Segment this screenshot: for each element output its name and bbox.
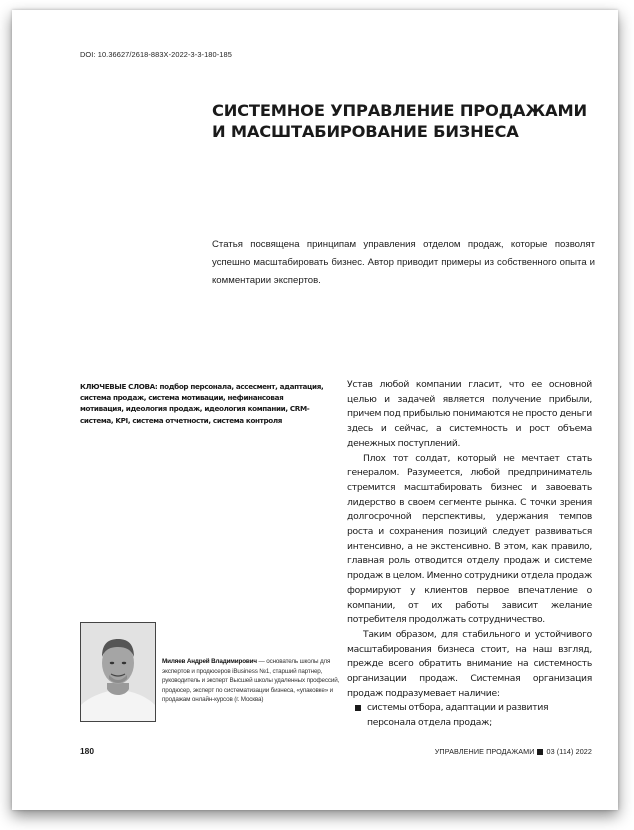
author-info: [162, 657, 344, 705]
body-paragraph-3: Таким образом, для стабильного и устойчивого масштабирования бизнеса стоит, на наш взгляд, прежде всего обратить внимание на системность организации продаж. Системная организация продаж подразумевает наличие:: [347, 628, 592, 699]
square-bullet-icon: [355, 705, 361, 711]
running-footer: [435, 747, 592, 756]
author-name: Миляев Андрей Владимирович: [162, 658, 257, 665]
title-line-1: СИСТЕМНОЕ УПРАВЛЕНИЕ ПРОДАЖАМИ: [212, 101, 587, 120]
body-paragraph-2: Плох тот солдат, который не мечтает стать генералом. Разумеется, любой предприниматель стремится масштабировать бизнес и завоевать лидерство в своем сегменте рынка. С точки зрения долгосрочной перспективы, удержания темпов роста и сохранения позиций следует развиваться интенсивно, а не экстенсивно. В этом, как правило, главная роль отводится отделу продаж и системе продаж в целом. Именно сотрудники отдела продаж формируют у клиентов первое впечатление о компании, от их работы зависит желание потребителя продолжать сотрудничество.: [347, 452, 592, 626]
keywords-label: КЛЮЧЕВЫЕ СЛОВА:: [80, 382, 158, 391]
bullet-text: системы отбора, адаптации и развития персонала отдела продаж;: [367, 702, 549, 729]
square-separator-icon: [537, 749, 543, 755]
bullet-item: [347, 701, 592, 730]
article-title: [212, 100, 592, 142]
page-number: 180: [80, 746, 94, 756]
keywords-block: [80, 381, 328, 426]
abstract: Статья посвящена принципам управления отделом продаж, которые позволят успешно масштабировать бизнес. Автор приводит примеры из собственного опыта и комментарии экспертов.: [212, 239, 595, 286]
keywords-text: подбор персонала, ассесмент, адаптация, система продаж, система мотивации, нефинансовая мотивация, идеология продаж, идеология компании, CRM-система, KPI, система отчетности, система контроля: [80, 382, 324, 425]
author-bio: — основатель школы для экспертов и продюсеров iBusiness №1, старший партнер, руководитель и эксперт Высшей школы удаленных профессий, продюсер, эксперт по систематизации бизнеса, «упаковке» и продажам онлайн-курсов (г. Москва): [162, 658, 340, 704]
body-paragraph-1: Устав любой компании гласит, что ее основной целью и задачей является получение прибыли, причем под прибылью понимаются не просто деньги здесь и сейчас, а системность и рост объема денежных поступлений.: [347, 379, 592, 449]
journal-page: [12, 10, 618, 810]
doi-line: DOI: 10.36627/2618-883X-2022-3-3-180-185: [80, 50, 232, 59]
journal-name: УПРАВЛЕНИЕ ПРОДАЖАМИ: [434, 747, 535, 756]
article-body: [347, 378, 592, 731]
issue-number: 03 (114) 2022: [546, 747, 592, 756]
title-line-2: И МАСШТАБИРОВАНИЕ БИЗНЕСА: [212, 122, 519, 141]
author-photo: [80, 622, 156, 722]
author-portrait-illustration: [81, 623, 155, 721]
